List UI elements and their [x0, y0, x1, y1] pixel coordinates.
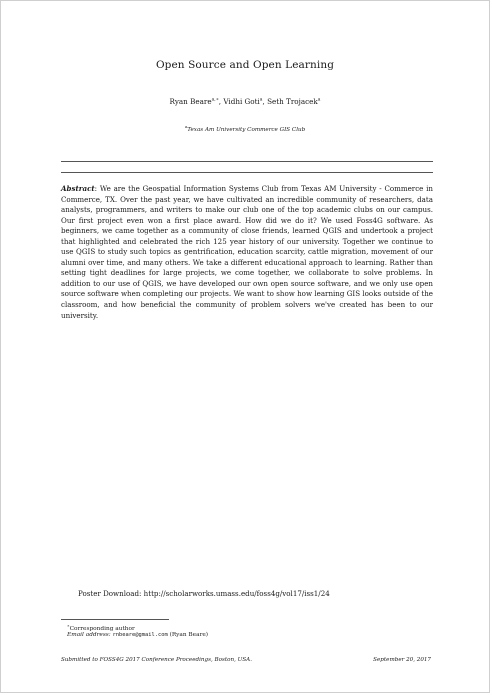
abstract-text: : We are the Geospatial Information Systems Club from Texas AM University - Commerce in Commerce, TX. Over the past year, we have cultivated an incredible community of researchers, data analysts, programmers, and writers to make our club one of the top academic clubs on our campus. Our first project even won a first place award. How did we do it? We used Foss4G software. As beginners, we came together as a community of close friends, learned QGIS and undertook a project that highlighted and celebrated the rich 125 year history of our university. Together we continue to use QGIS to study such topics as gentrification, education scarcity, cattle migration, movement of our alumni over time, and many others. We take a different educational approach to learning. Rather than setting tight deadlines for large projects, we come together, we collaborate to solve problems. In addition to our use of QGIS, we have developed our own open source software, and we only use open source software when completing our projects. We want to show how learning GIS looks outside of the classroom, and how beneficial the community of problem solvers we've created has been to our university. — [61, 184, 433, 320]
abstract — [61, 184, 433, 321]
author-marks: a — [317, 97, 321, 103]
affiliation — [1, 124, 489, 133]
poster-download-link[interactable]: Poster Download: http://scholarworks.umass.edu/foss4g/vol17/iss1/24 — [78, 589, 330, 598]
top-rule — [61, 161, 433, 162]
footnote-mark: ∗ — [67, 623, 70, 628]
footnote-corresponding-text: Corresponding author — [69, 625, 135, 632]
footnote-rule — [61, 619, 169, 620]
author-name: Vidhi Goti — [223, 97, 260, 106]
email-label: Email address: — [67, 632, 111, 638]
email-address[interactable]: rnbeare@gmail.com — [112, 632, 168, 638]
author-marks: a — [259, 97, 263, 103]
abstract-label: Abstract — [61, 184, 95, 193]
email-name: (Ryan Beare) — [169, 632, 209, 638]
author-name: Seth Trojacek — [267, 97, 318, 106]
footnote-email — [67, 632, 208, 638]
affiliation-text: Texas Am University Commerce GIS Club — [187, 126, 306, 133]
author-marks: a,∗ — [211, 97, 219, 103]
bottom-rule — [61, 172, 433, 173]
affiliation-mark: a — [184, 124, 188, 129]
author-list: Ryan Beare$^{a,∗}$, Vidhi Goti$^a$, Seth Trojacek$^a$ — [169, 97, 321, 106]
footer-submission: Submitted to FOSS4G 2017 Conference Proceedings, Boston, USA. — [61, 657, 252, 663]
footer-date: September 20, 2017 — [373, 657, 431, 663]
author-name: Ryan Beare — [169, 97, 212, 106]
footnote-corresponding — [67, 623, 135, 632]
paper-title: Open Source and Open Learning — [155, 59, 335, 71]
